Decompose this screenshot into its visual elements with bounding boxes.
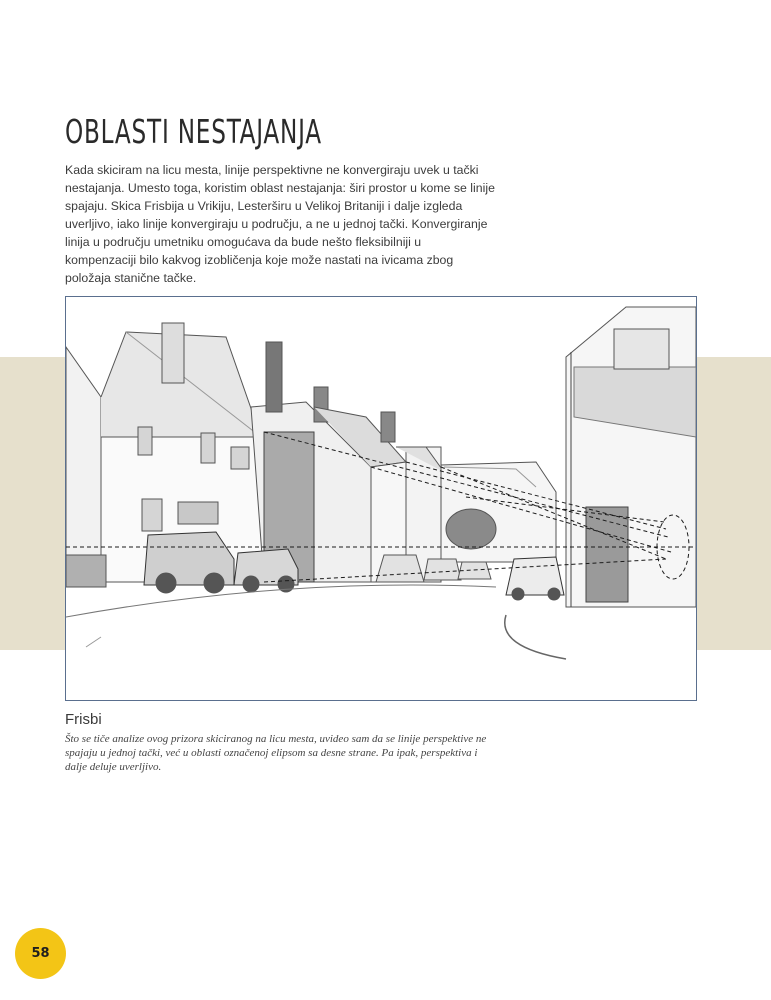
caption-title: Frisbi [65, 711, 102, 728]
page-title: OBLASTI NESTAJANJA [65, 112, 322, 151]
intro-paragraph: Kada skiciram na licu mesta, linije perspektivne ne konvergiraju uvek u tački nestajanja. Umesto toga, koristim oblast nestajanja: širi prostor u kome se linije spajaju. Skica Frisbija u Vrikiju, Lesterširu u Velikoj Britaniji i dalje izgleda uverljivo, iako linije konvergiraju u području, a ne u jednoj tački. Konvergiranje linija u području umetniku omogućava da bude nešto fleksibilniji u kompenzaciji bilo kakvog izobličenja koje može nastati na ivicama zbog položaja stanične tačke. [65, 163, 495, 285]
page-number: 58 [31, 946, 50, 961]
caption-text: Što se tiče analize ovog prizora skiciranog na licu mesta, uvideo sam da se linije perspektive ne spajaju u jednoj tački, već u oblasti označenoj elipsom sa desne strane. Pa ipak, perspektiva i dalje deluje uverljivo. [65, 733, 487, 773]
page-number-badge [15, 928, 66, 979]
sketch-figure [65, 296, 697, 701]
pencil-sketch-illustration [66, 297, 696, 700]
